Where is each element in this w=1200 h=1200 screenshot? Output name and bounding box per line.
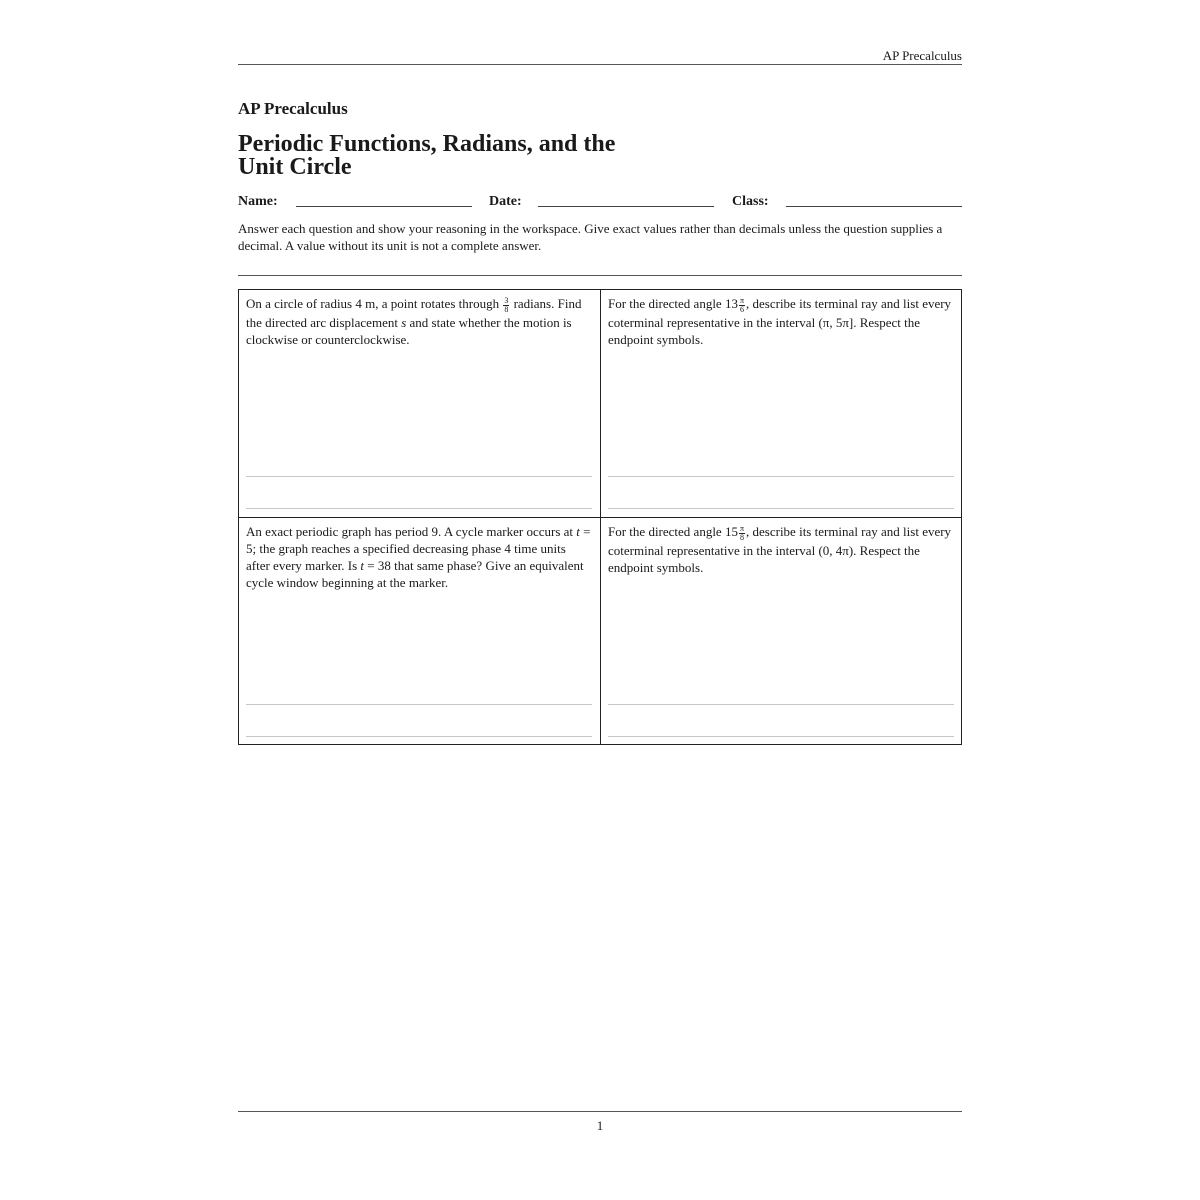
answer-line[interactable] xyxy=(246,508,592,509)
page-title: Periodic Functions, Radians, and the Unit Circle xyxy=(238,131,616,180)
section-rule xyxy=(238,275,962,276)
fraction: $\frac{\pi}{8}$ xyxy=(739,523,745,542)
page-number: 1 xyxy=(596,1118,604,1133)
answer-line[interactable] xyxy=(608,476,954,477)
header-rule xyxy=(238,64,962,65)
worksheet-page xyxy=(238,0,962,1200)
question-cell-3 xyxy=(239,518,600,744)
fraction: $\frac{3}{8}$ xyxy=(504,295,509,314)
question-cell-2 xyxy=(601,290,961,517)
question-cell-1 xyxy=(239,290,600,517)
answer-line[interactable] xyxy=(246,704,592,705)
question-text-3: An exact periodic graph has period 9. A cycle marker occurs at t = 5; the graph reaches a specified decreasing phase 4 time units after every marker. Is t = 38 that same phase? Give an equivalent cycle window beginning at the marker. xyxy=(246,524,591,590)
grid-horizontal-divider xyxy=(239,517,961,518)
class-field[interactable] xyxy=(786,206,962,207)
answer-line[interactable] xyxy=(608,508,954,509)
date-field[interactable] xyxy=(538,206,714,207)
answer-line[interactable] xyxy=(246,476,592,477)
name-field[interactable] xyxy=(296,206,472,207)
question-text-2: For the directed angle 13 $\frac{\pi}{6}$ , describe its terminal ray and list every coterminal representative in the interval (π, 5π]. Respect the endpoint symbols. xyxy=(608,295,952,347)
name-label: Name: xyxy=(238,194,278,209)
answer-line[interactable] xyxy=(608,704,954,705)
answer-line[interactable] xyxy=(246,736,592,737)
question-cell-4 xyxy=(601,518,961,744)
date-label: Date: xyxy=(489,194,522,209)
student-info-row xyxy=(238,194,962,214)
question-text-4: For the directed angle 15 $\frac{\pi}{8}$ , describe its terminal ray and list every coterminal representative in the interval (0, 4π). Respect the endpoint symbols. xyxy=(608,523,952,575)
question-text-1: On a circle of radius 4 m, a point rotates through $\frac{3}{8}$ radians. Find the directed arc displacement s and state whether the motion is clockwise or counterclockwise. xyxy=(246,295,582,347)
fraction: $\frac{\pi}{6}$ xyxy=(739,295,745,314)
instructions: Answer each question and show your reasoning in the workspace. Give exact values rather than decimals unless the question supplies a decimal. A value without its unit is not a complete answer. xyxy=(238,221,943,253)
footer-rule xyxy=(238,1111,962,1112)
class-label: Class: xyxy=(732,194,769,209)
course-title: AP Precalculus xyxy=(238,99,348,118)
question-grid xyxy=(238,289,962,745)
answer-line[interactable] xyxy=(608,736,954,737)
running-head: AP Precalculus xyxy=(882,48,962,63)
